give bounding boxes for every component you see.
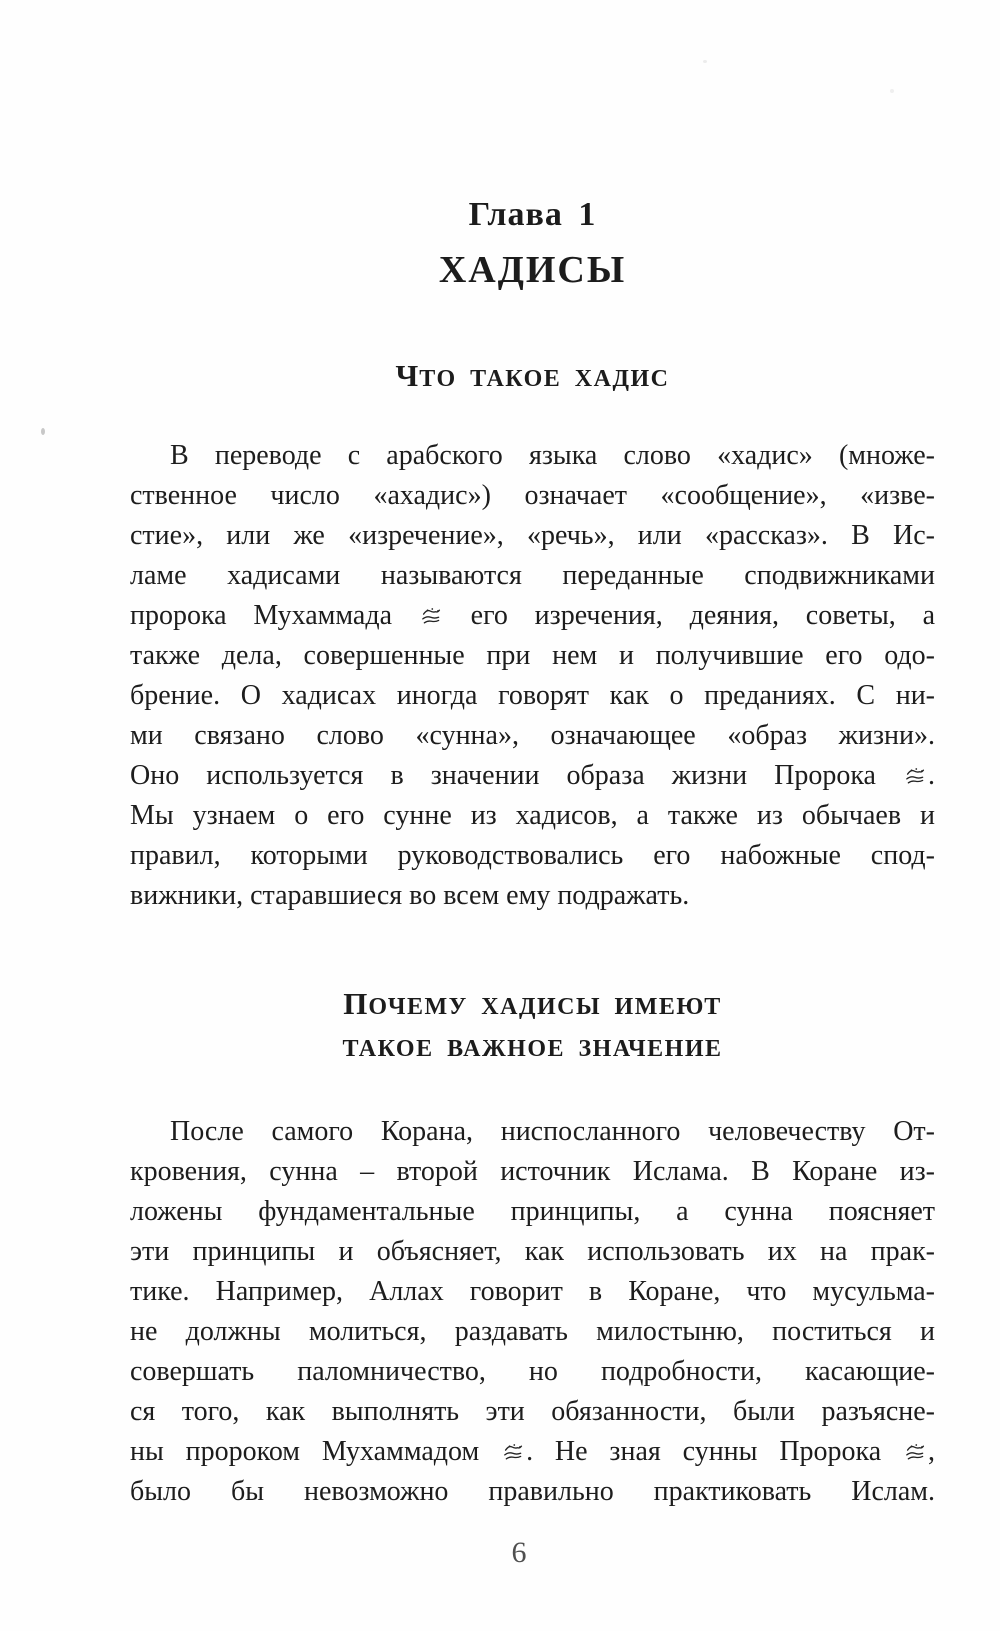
text-line: брение. О хадисах иногда говорят как о преданиях. С ни-	[130, 680, 935, 711]
text-line: кровения, сунна – второй источник Ислама. В Коране из-	[130, 1156, 935, 1187]
text-line: В переводе с арабского языка слово «хадис» (множе-	[170, 440, 935, 471]
pbuh-calligraphy-icon	[503, 1443, 524, 1462]
heading-initial-letter: П	[343, 986, 369, 1021]
text-line: также дела, совершенные при нем и получившие его одо-	[130, 640, 935, 671]
heading-smallcaps-text: ОЧЕМУ ХАДИСЫ ИМЕЮТ	[368, 994, 722, 1020]
pbuh-calligraphy-icon	[905, 767, 926, 786]
text-line: не должны молиться, раздавать милостыню, поститься и	[130, 1316, 935, 1347]
scan-speck	[890, 89, 894, 93]
text-line: ламе хадисами называются переданные сподвижниками	[130, 560, 935, 591]
text-line: ми связано слово «сунна», означающее «образ жизни».	[130, 720, 935, 751]
heading-smallcaps-text: ТО ТАКОЕ ХАДИС	[419, 366, 670, 392]
text-line: ны пророком Мухаммадом . Не зная сунны Пророка ,	[130, 1436, 936, 1467]
text-line: было бы невозможно правильно практиковать Ислам.	[130, 1476, 935, 1507]
chapter-title: ХАДИСЫ	[438, 249, 627, 291]
text-line: вижники, старавшиеся во всем ему подражать.	[130, 880, 690, 911]
text-line: ложены фундаментальные принципы, а сунна поясняет	[130, 1196, 935, 1227]
pbuh-calligraphy-icon	[421, 607, 442, 626]
text-line: стие», или же «изречение», «речь», или «рассказ». В Ис-	[130, 520, 935, 551]
section-heading-why-hadiths-matter-line1	[130, 986, 935, 1022]
scan-speck	[41, 428, 45, 435]
text-line: Оно используется в значении образа жизни Пророка .	[130, 760, 935, 791]
pbuh-calligraphy-icon	[905, 1443, 926, 1462]
heading-initial-letter: Ч	[395, 358, 420, 393]
heading-smallcaps-text: ТАКОЕ ВАЖНОЕ ЗНАЧЕНИЕ	[342, 1036, 723, 1062]
text-line: совершать паломничество, но подробности, касающие-	[130, 1356, 935, 1387]
page-number: 6	[511, 1536, 527, 1569]
text-line: правил, которыми руководствовались его набожные спод-	[130, 840, 935, 871]
text-line: пророка Мухаммада его изречения, деяния, советы, а	[130, 600, 936, 631]
chapter-label: Глава 1	[468, 196, 597, 233]
scan-speck	[703, 60, 707, 63]
paragraph-what-is-hadith	[130, 436, 935, 916]
text-line: ственное число «ахадис») означает «сообщение», «изве-	[130, 480, 935, 511]
text-line: тике. Например, Аллах говорит в Коране, что мусульма-	[130, 1276, 935, 1307]
text-line: эти принципы и объясняет, как использовать их на прак-	[130, 1236, 935, 1267]
text-line: Мы узнаем о его сунне из хадисов, а также из обычаев и	[130, 800, 935, 831]
section-heading-what-is-hadith	[130, 358, 935, 394]
text-line: После самого Корана, ниспосланного человечеству От-	[170, 1116, 935, 1147]
section-heading-why-hadiths-matter-line2	[130, 1036, 935, 1063]
paragraph-why-hadiths-matter	[130, 1112, 935, 1512]
text-line: ся того, как выполнять эти обязанности, были разъясне-	[130, 1396, 935, 1427]
